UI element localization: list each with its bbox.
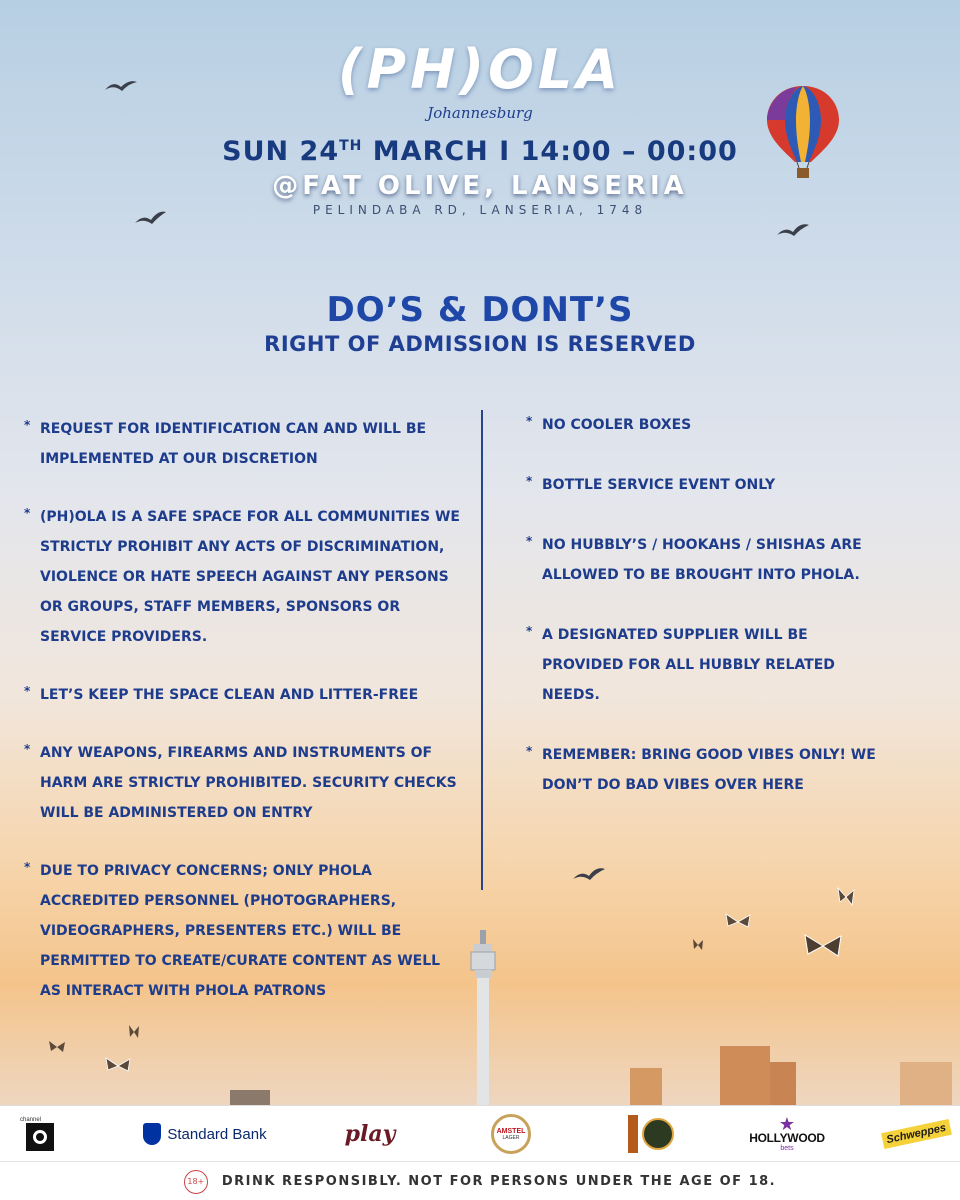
rule-text: LET’S KEEP THE SPACE CLEAN AND LITTER-FREE — [40, 687, 419, 703]
rule-text: DUE TO PRIVACY CONCERNS; ONLY PHOLA ACCREDITED PERSONNEL (PHOTOGRAPHERS, VIDEOGRAPHERS, PRESENTERS ETC.) WILL BE PERMITTED TO CREATE/CURATE CONTENT AS WELL AS INTERACT WITH PHOLA PATRONS — [40, 863, 441, 999]
jagermeister-logo — [625, 1114, 677, 1154]
rule-text: ANY WEAPONS, FIREARMS AND INSTRUMENTS OF HARM ARE STRICTLY PROHIBITED. SECURITY CHECKS WILL BE ADMINISTERED ON ENTRY — [40, 745, 457, 821]
play-logo: play — [344, 1121, 396, 1147]
bullet-star: * — [526, 474, 533, 488]
bullet-star: * — [526, 414, 533, 428]
rules-right-column — [526, 410, 886, 830]
butterfly-icon — [48, 1040, 66, 1054]
bullet-star: * — [24, 742, 31, 756]
rule-item — [24, 856, 464, 1006]
page-subtitle: RIGHT OF ADMISSION IS RESERVED — [264, 332, 696, 356]
page-title: DO’S & DONT’S — [326, 290, 634, 330]
bullet-star: * — [526, 744, 533, 758]
event-date: SUN 24TH MARCH I 14:00 – 00:00 — [222, 136, 738, 167]
city-label: Johannesburg — [427, 104, 533, 122]
butterfly-icon — [104, 1056, 132, 1076]
rule-text: NO HUBBLY’S / HOOKAHS / SHISHAS ARE ALLOWED TO BE BROUGHT INTO PHOLA. — [542, 537, 862, 583]
star-icon: ★ — [778, 1113, 796, 1134]
butterfly-icon — [802, 932, 844, 960]
amstel-logo: AMSTEL LAGER — [488, 1114, 534, 1154]
phola-logo: (PH)OLA — [337, 38, 623, 101]
rule-item — [526, 470, 886, 500]
bird-icon — [572, 866, 606, 882]
hollywoodbets-logo: ★ HOLLYWOOD bets — [749, 1113, 825, 1152]
city-buildings-illustration — [600, 1040, 960, 1106]
standard-bank-logo: Standard Bank — [140, 1114, 270, 1154]
age-restriction-badge: 18+ — [184, 1170, 208, 1194]
rule-text: (PH)OLA IS A SAFE SPACE FOR ALL COMMUNITIES WE STRICTLY PROHIBIT ANY ACTS OF DISCRIMINATION, VIOLENCE OR HATE SPEECH AGAINST ANY PERSONS OR GROUPS, STAFF MEMBERS, SPONSORS OR SERVICE PROVIDERS. — [40, 509, 460, 645]
rule-item — [24, 680, 464, 710]
sponsor-bar — [0, 1105, 960, 1162]
event-header — [0, 40, 960, 217]
rule-text: REQUEST FOR IDENTIFICATION CAN AND WILL BE IMPLEMENTED AT OUR DISCRETION — [40, 421, 427, 467]
rule-item — [526, 530, 886, 590]
schweppes-logo: Schweppes — [888, 1114, 944, 1154]
butterfly-icon — [692, 938, 704, 952]
rule-item — [24, 414, 464, 474]
butterfly-icon — [836, 886, 856, 908]
rule-item — [24, 738, 464, 828]
rule-text: NO COOLER BOXES — [542, 417, 692, 433]
bullet-star: * — [526, 624, 533, 638]
shield-icon — [143, 1123, 161, 1145]
rules-title — [0, 290, 960, 356]
rule-text: BOTTLE SERVICE EVENT ONLY — [542, 477, 776, 493]
butterfly-icon — [128, 1024, 140, 1040]
bullet-star: * — [24, 506, 31, 520]
venue-address: PELINDABA RD, LANSERIA, 1748 — [312, 203, 648, 217]
bullet-star: * — [24, 684, 31, 698]
hillbrow-tower-illustration — [466, 930, 500, 1110]
rule-text: REMEMBER: BRING GOOD VIBES ONLY! WE DON’T DO BAD VIBES OVER HERE — [542, 747, 876, 793]
column-divider — [481, 410, 483, 890]
rule-item — [526, 410, 886, 440]
building-illustration — [230, 1090, 270, 1106]
footer-disclaimer: DRINK RESPONSIBLY. NOT FOR PERSONS UNDER THE AGE OF 18. — [221, 1174, 777, 1189]
rule-text: A DESIGNATED SUPPLIER WILL BE PROVIDED FOR ALL HUBBLY RELATED NEEDS. — [542, 627, 835, 703]
bullet-star: * — [526, 534, 533, 548]
rule-item — [526, 740, 886, 800]
bird-icon — [776, 222, 810, 238]
bullet-star: * — [24, 860, 31, 874]
rule-item — [526, 620, 886, 710]
rules-left-column — [24, 414, 464, 1034]
venue-name: @FAT OLIVE, LANSERIA — [272, 171, 688, 201]
channel-o-logo: channel — [20, 1114, 60, 1154]
butterfly-icon — [724, 912, 752, 932]
rule-item — [24, 502, 464, 652]
bullet-star: * — [24, 418, 31, 432]
responsible-drinking-footer — [0, 1161, 960, 1200]
